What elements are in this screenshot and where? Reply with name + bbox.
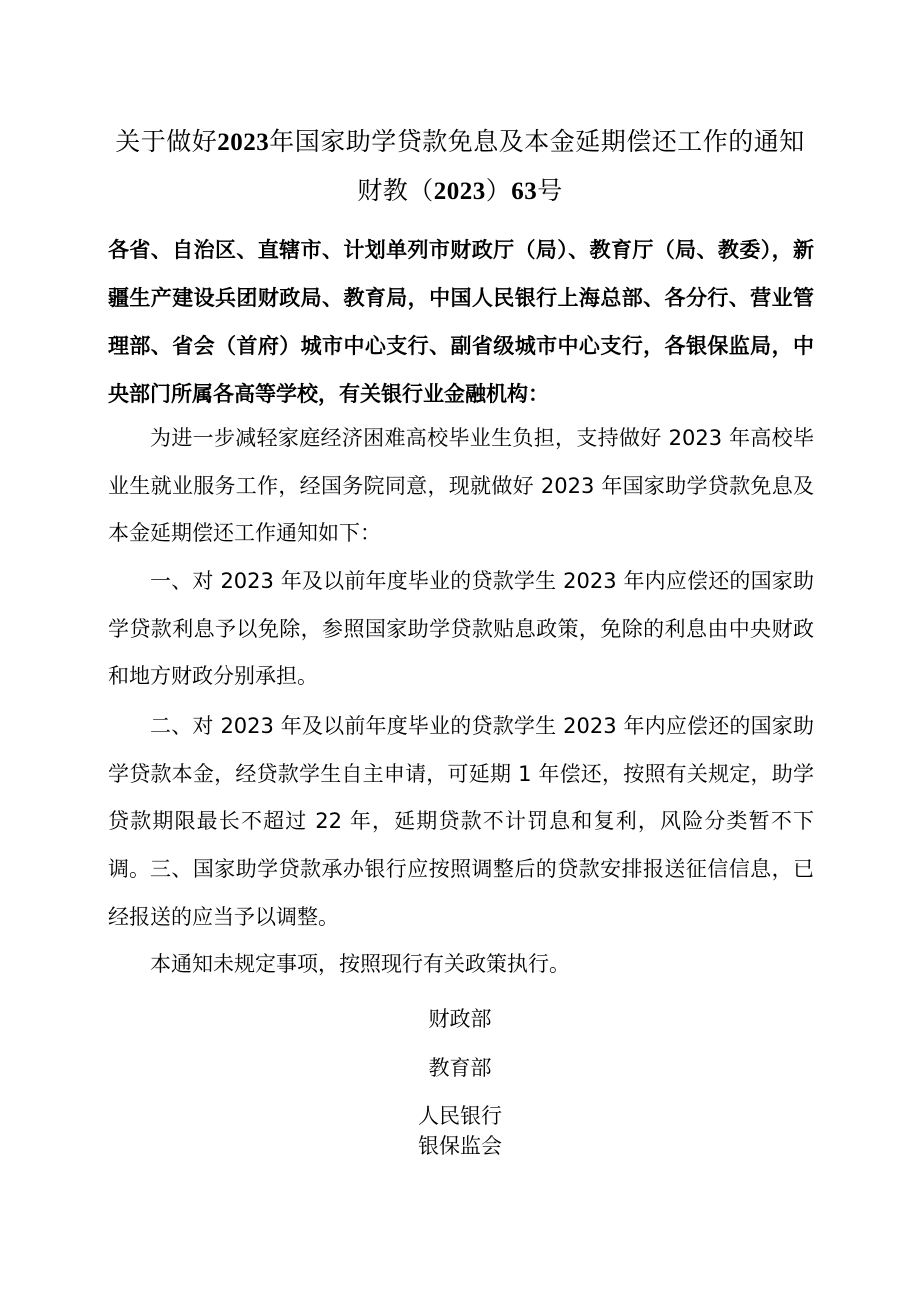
title-suffix: 年国家助学贷款免息及本金延期偿还工作的通知 — [269, 127, 805, 156]
intro-paragraph: 为进一步减轻家庭经济困难高校毕业生负担，支持做好 2023 年高校毕业生就业服务工作，经国务院同意，现就做好 2023 年国家助学贷款免息及本金延期偿还工作通知如下： — [108, 426, 814, 545]
item-3-paragraph: 三、国家助学贷款承办银行应按照调整后的贷款安排报送征信信息，已经报送的应当予以调整。 — [108, 857, 814, 929]
issuer-ministry-of-education: 教育部 — [428, 1056, 492, 1080]
addressees: 各省、自治区、直辖市、计划单列市财政厅（局）、教育厅（局、教委），新疆生产建设兵团财政局、教育局，中国人民银行上海总部、各分行、营业管理部、省会（首府）城市中心支行、副省级城市中心支行，各银保监局，中央部门所属各高等学校，有关银行业金融机构： — [108, 238, 814, 406]
doc-number-prefix: 财教（ — [357, 176, 434, 205]
document-title — [0, 125, 920, 160]
doc-number-suffix: 号 — [537, 176, 563, 205]
document-number — [0, 174, 920, 209]
doc-number-middle: ） — [485, 176, 512, 205]
closing-paragraph: 本通知未规定事项，按照现行有关政策执行。 — [150, 952, 570, 976]
issuer-cbirc: 银保监会 — [418, 1134, 502, 1158]
title-year: 2023 — [217, 129, 270, 156]
item-1-paragraph: 一、对 2023 年及以前年度毕业的贷款学生 2023 年内应偿还的国家助学贷款利息予以免除，参照国家助学贷款贴息政策，免除的利息由中央财政和地方财政分别承担。 — [108, 569, 814, 688]
issuer-peoples-bank: 人民银行 — [418, 1104, 502, 1128]
doc-number-value: 63 — [511, 178, 538, 205]
title-prefix: 关于做好 — [115, 127, 218, 156]
item-2-paragraph: 二、对 2023 年及以前年度毕业的贷款学生 2023 年内应偿还的国家助学贷款本金，经贷款学生自主申请，可延期 1 年偿还，按照有关规定，助学贷款期限最长不超过 22 年，延期贷款不计罚息和复利，风险分类暂不下调。 — [108, 714, 814, 881]
issuer-ministry-of-finance: 财政部 — [428, 1007, 492, 1031]
doc-number-year: 2023 — [433, 178, 486, 205]
